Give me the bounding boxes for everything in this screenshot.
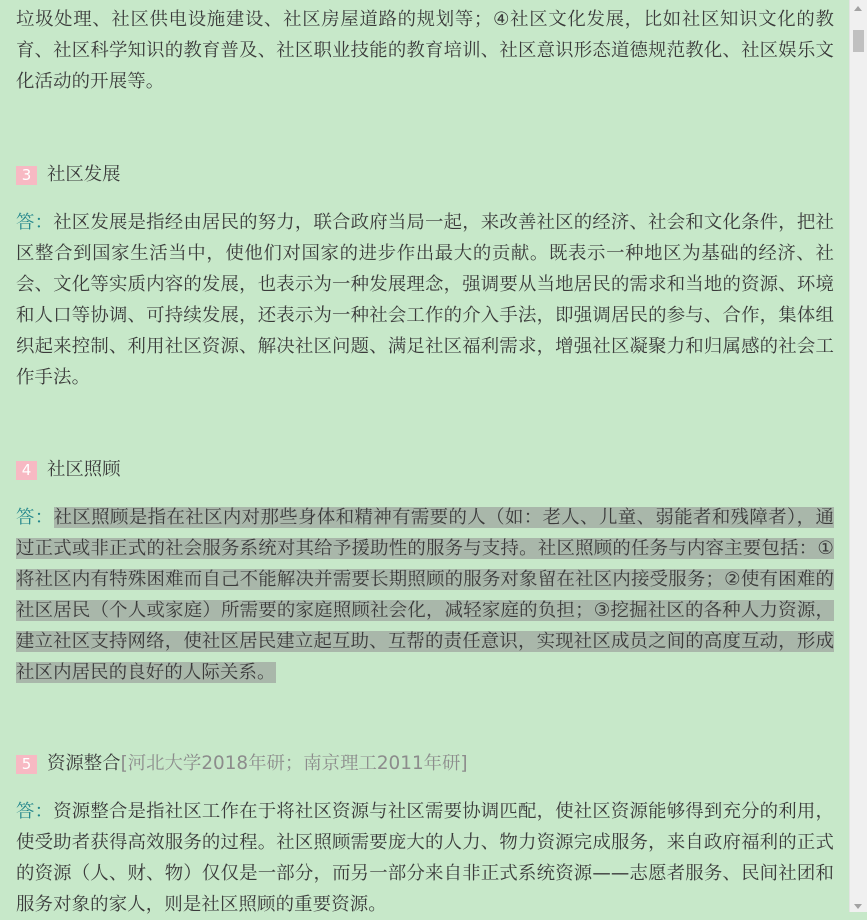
answer-paragraph-3 — [16, 207, 834, 393]
document-content — [16, 4, 834, 920]
section-number-badge: 4 — [16, 461, 37, 480]
answer-text: 社区发展是指经由居民的努力，联合政府当局一起，来改善社区的经济、社会和文化条件，把社区整合到国家生活当中，使他们对国家的进步作出最大的贡献。既表示一种地区为基础的经济、社会、文化等实质内容的发展，也表示为一种发展理念，强调要从当地居民的需求和当地的资源、环境和人口等协调、可持续发展，还表示为一种社会工作的介入手法，即强调居民的参与、合作，集体组织起来控制、利用社区资源、解决社区问题、满足社区福利需求，增强社区凝聚力和归属感的社会工作手法。 — [16, 212, 834, 388]
selected-answer-text[interactable]: 社区照顾是指在社区内对那些身体和精神有需要的人（如：老人、儿童、弱能者和残障者），通过正式或非正式的社会服务系统对其给予援助性的服务与支持。社区照顾的任务与内容主要包括：①将社区内有特殊困难而自己不能解决并需要长期照顾的服务对象留在社区内接受服务；②使有困难的社区居民（个人或家庭）所需要的家庭照顾社会化，减轻家庭的负担；③挖掘社区的各种人力资源，建立社区支持网络，使社区居民建立起互助、互帮的责任意识，实现社区成员之间的高度互动，形成社区内居民的良好的人际关系。 — [16, 507, 834, 683]
section-number-badge: 3 — [16, 166, 37, 185]
answer-text: 资源整合是指社区工作在于将社区资源与社区需要协调匹配，使社区资源能够得到充分的利用，使受助者获得高效服务的过程。社区照顾需要庞大的人力、物力资源完成服务，来自政府福利的正式的资源（人、财、物）仅仅是一部分，而另一部分来自非正式系统资源——志愿者服务、民间社团和服务对象的家人，则是社区照顾的重要资源。 — [16, 801, 834, 915]
section-title: 资源整合 — [47, 753, 121, 774]
section-title: 社区发展 — [47, 164, 121, 185]
section-heading-4 — [16, 455, 834, 485]
answer-label: 答： — [16, 507, 54, 528]
answer-paragraph-5 — [16, 796, 834, 920]
exam-source-tag: [河北大学2018年研；南京理工2011年研] — [120, 753, 468, 774]
section-heading-3 — [16, 160, 834, 190]
answer-paragraph-4 — [16, 502, 834, 688]
section-number-badge: 5 — [16, 755, 37, 774]
scroll-up-arrow-icon[interactable] — [854, 6, 862, 11]
intro-paragraph: 垃圾处理、社区供电设施建设、社区房屋道路的规划等；④社区文化发展，比如社区知识文化的教育、社区科学知识的教育普及、社区职业技能的教育培训、社区意识形态道德规范教化、社区娱乐文化活动的开展等。 — [16, 9, 834, 92]
scroll-thumb[interactable] — [853, 30, 864, 52]
answer-label: 答： — [16, 801, 54, 822]
vertical-scrollbar[interactable] — [849, 0, 867, 912]
answer-label: 答： — [16, 212, 54, 233]
section-title: 社区照顾 — [47, 459, 121, 480]
section-heading-5 — [16, 749, 834, 779]
scroll-down-arrow-icon[interactable] — [854, 904, 862, 909]
